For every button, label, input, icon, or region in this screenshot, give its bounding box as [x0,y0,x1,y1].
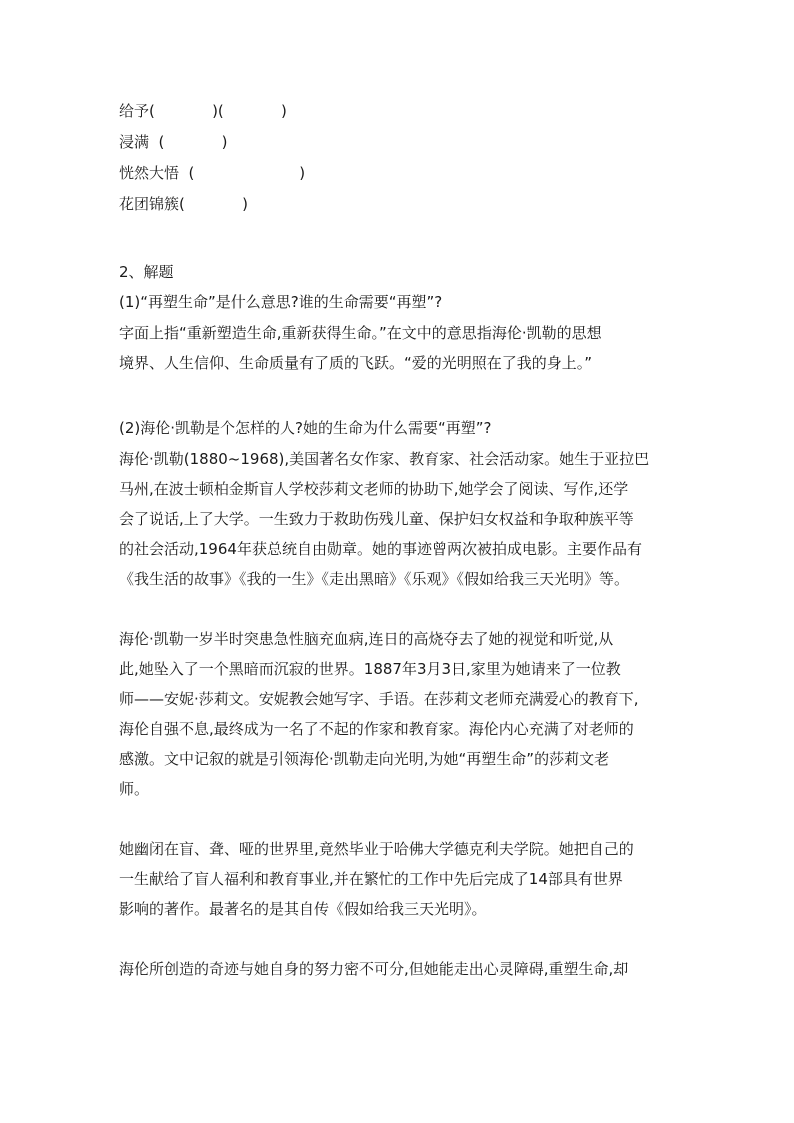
fill-in-item: 给予( )( ) [119,102,287,120]
paragraph-line: 海伦·凯勒一岁半时突患急性脑充血病,连日的高烧夺去了她的视觉和听觉,从 [119,630,614,648]
vocabulary-fill-in [119,99,679,216]
paragraph-line: 马州,在波士顿柏金斯盲人学校莎莉文老师的协助下,她学会了阅读、写作,还学 [119,480,629,498]
answer-1-line: 境界、人生信仰、生命质量有了质的飞跃。“爱的光明照在了我的身上。” [119,354,593,372]
fill-in-item: 恍然大悟 ( ) [119,164,306,182]
paragraph-line: 师。 [119,780,150,798]
answer-1-line: 字面上指“重新塑造生命,重新获得生命。”在文中的意思指海伦·凯勒的思想 [119,324,602,342]
paragraph-line: 海伦所创造的奇迹与她自身的努力密不可分,但她能走出心灵障碍,重塑生命,却 [119,960,629,978]
answer-2-paragraph-3 [119,834,679,924]
paragraph-line: 一生献给了盲人福利和教育事业,并在繁忙的工作中先后完成了14部具有世界 [119,870,623,888]
answer-2-paragraph-4 [119,954,679,984]
answer-2-paragraph-2 [119,624,679,804]
answer-2-paragraph-1 [119,444,679,594]
question-2: (2)海伦·凯勒是个怎样的人?她的生命为什么需要“再塑”? [119,419,492,437]
paragraph-line: 她幽闭在盲、聋、哑的世界里,竟然毕业于哈佛大学德克利夫学院。她把自己的 [119,840,634,858]
paragraph-line: 海伦自强不息,最终成为一名了不起的作家和教育家。海伦内心充满了对老师的 [119,720,634,738]
paragraph-line: 影响的著作。最著名的是其自传《假如给我三天光明》。 [119,900,487,918]
paragraph-line: 的社会活动,1964年获总统自由勋章。她的事迹曾两次被拍成电影。主要作品有 [119,540,642,558]
paragraph-line: 此,她坠入了一个黑暗而沉寂的世界。1887年3月3日,家里为她请来了一位教 [119,660,621,678]
paragraph-line: 师——安妮·莎莉文。安妮教会她写字、手语。在莎莉文老师充满爱心的教育下, [119,690,639,708]
paragraph-line: 海伦·凯勒(1880~1968),美国著名女作家、教育家、社会活动家。她生于亚拉巴 [119,450,650,468]
question-1: (1)“再塑生命”是什么意思?谁的生命需要“再塑”? [119,293,443,311]
document-content [119,99,679,984]
answer-1 [119,318,679,378]
fill-in-item: 浸满 ( ) [119,133,228,151]
fill-in-item: 花团锦簇( ) [119,195,248,213]
paragraph-line: 感激。文中记叙的就是引领海伦·凯勒走向光明,为她“再塑生命”的莎莉文老 [119,750,610,768]
paragraph-line: 会了说话,上了大学。一生致力于救助伤残儿童、保护妇女权益和争取种族平等 [119,510,634,528]
section-title: 2、解题 [119,263,174,281]
paragraph-line: 《我生活的故事》《我的一生》《走出黑暗》《乐观》《假如给我三天光明》等。 [119,570,630,588]
